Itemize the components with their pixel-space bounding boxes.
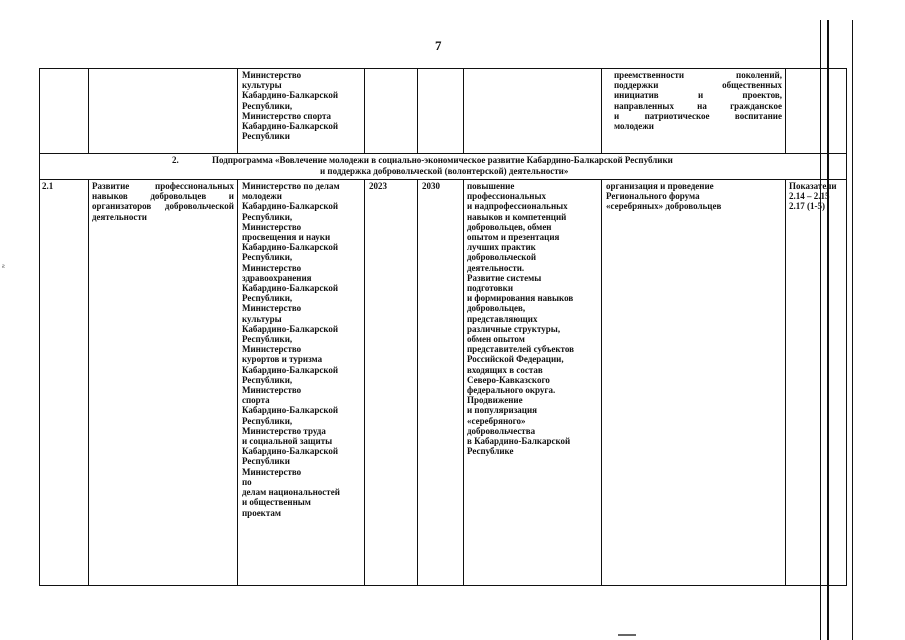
scan-line xyxy=(852,20,853,640)
table-border-top xyxy=(39,68,846,69)
col-divider xyxy=(417,179,418,586)
section-title-line1: Подпрограмма «Вовлечение молодежи в социально-экономическое развитие Кабардино-Балкарской Республики xyxy=(212,155,673,165)
table-border-right xyxy=(846,68,847,586)
col-divider xyxy=(364,179,365,586)
start-year: 2023 xyxy=(369,181,387,191)
scan-mark-bottom xyxy=(618,634,636,636)
related-activities: организация и проведение Регионального форума «серебряных» добровольцев xyxy=(606,181,722,212)
col-divider xyxy=(463,68,464,154)
scan-line xyxy=(820,20,821,640)
section-number: 2. xyxy=(172,155,179,165)
col-divider xyxy=(39,68,40,586)
row1-result: преемственности поколений, поддержки общественных инициатив и проектов, направленных на гражданское и патриотическое воспитание молодежи xyxy=(614,70,782,132)
scan-mark: ƨ xyxy=(2,262,5,270)
col-divider xyxy=(601,68,602,154)
col-divider xyxy=(417,68,418,154)
indicators: Показатели 2.14 – 2.15 2.17 (1-5) xyxy=(789,181,837,212)
col-divider xyxy=(237,68,238,154)
executors-list: Министерство по делам молодежи Кабардино-Балкарской Республики, Министерство просвещения и науки Кабардино-Балкарской Республики, Министерство здравоохранения Кабардино-Балкарской Республики, Министерство культуры Кабардино-Балкарской Республики, Министерство курортов и туризма Кабардино-Балкарской Республики, Министерство спорта Кабардино-Балкарской Республики, Министерство труда и социальной защиты Кабардино-Балкарской Республики Министерство по делам национальностей и общественным проектам xyxy=(242,181,340,518)
col-divider xyxy=(601,179,602,586)
col-divider xyxy=(237,179,238,586)
col-divider xyxy=(785,68,786,154)
end-year: 2030 xyxy=(422,181,440,191)
page-number: 7 xyxy=(435,38,442,53)
expected-result: повышение профессиональных и надпрофессиональных навыков и компетенций добровольцев, обмен опытом и презентация лучших практик добровольческой деятельности. Развитие системы подготовки и формирования навыков добровольцев, представляющих различные структуры, обмен опытом представителей субъектов Российской Федерации, входящих в состав Северо-Кавказского федерального округа. Продвижение и популяризация «серебряного» добровольчества в Кабардино-Балкарской Республике xyxy=(467,181,574,457)
section-title-line2: и поддержка добровольческой (волонтерской) деятельности» xyxy=(320,166,569,176)
table-border-bottom xyxy=(39,585,846,586)
col-divider xyxy=(785,179,786,586)
row-divider xyxy=(39,179,846,180)
col-divider xyxy=(88,179,89,586)
col-divider xyxy=(463,179,464,586)
col-divider xyxy=(88,68,89,154)
activity-name: Развитие профессиональных навыков добровольцев и организаторов добровольческой деятельности xyxy=(92,181,234,222)
scan-line xyxy=(827,20,829,640)
row-number: 2.1 xyxy=(42,181,54,191)
col-divider xyxy=(364,68,365,154)
row1-executors: Министерство культуры Кабардино-Балкарской Республики, Министерство спорта Кабардино-Балкарской Республики xyxy=(242,70,339,142)
